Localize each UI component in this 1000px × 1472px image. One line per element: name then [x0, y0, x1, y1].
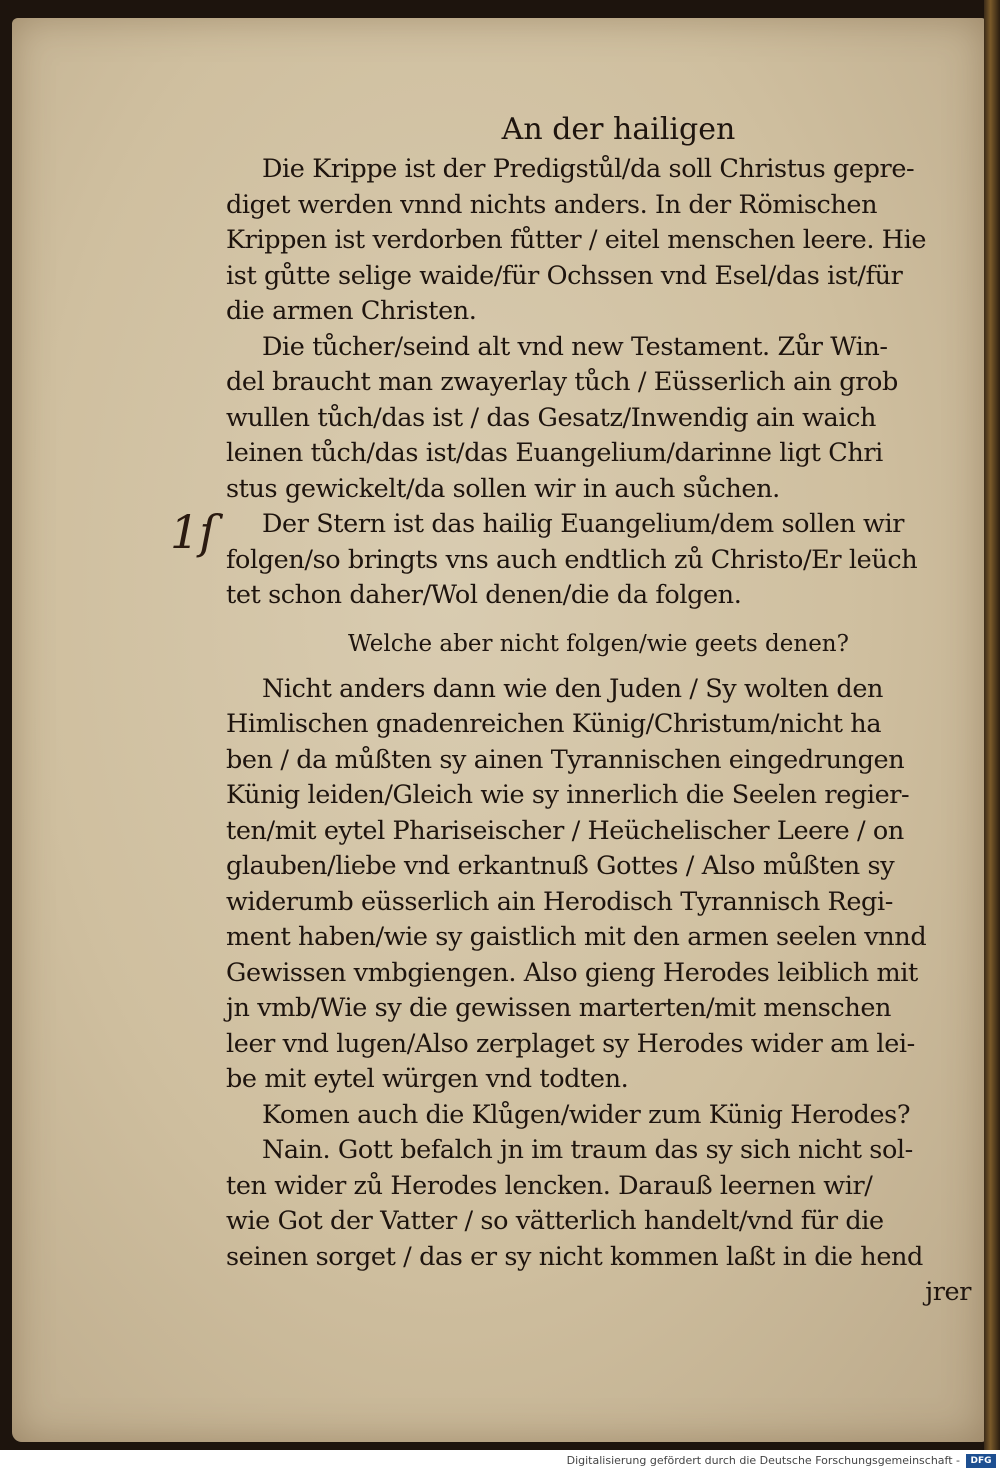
text-line: glauben/liebe vnd erkantnuß Gottes / Also můßten sy — [226, 851, 895, 881]
digitization-footer — [0, 1450, 1000, 1472]
text-line: Nicht anders dann wie den Juden / Sy wolten den — [262, 673, 884, 704]
text-line: diget werden vnnd nichts anders. In der Römischen — [226, 189, 878, 220]
text-line: wullen tůch/das ist / das Gesatz/Inwendig ain waich — [226, 402, 877, 433]
text-line: ist gůtte selige waide/für Ochssen vnd Esel/das ist/für — [226, 260, 903, 291]
book-spine — [984, 0, 1000, 1450]
page-text — [226, 108, 971, 1311]
text-line: Künig leiden/Gleich wie sy innerlich die Seelen regier- — [226, 780, 910, 810]
text-line: ten/mit eytel Phariseischer / Heüchelischer Leere / on — [226, 815, 904, 846]
text-line: ment haben/wie sy gaistlich mit den armen seelen vnnd — [226, 922, 927, 952]
footer-credit: Digitalisierung gefördert durch die Deutsche Forschungsgemeinschaft - — [566, 1454, 960, 1467]
paragraph-stern — [226, 507, 971, 614]
text-line: ben / da můßten sy ainen Tyrannischen eingedrungen — [226, 744, 905, 775]
text-line: be mit eytel würgen vnd todten. — [226, 1064, 629, 1094]
text-line: stus gewickelt/da sollen wir in auch sůchen. — [226, 473, 780, 504]
text-line: Die Krippe ist der Predigstůl/da soll Christus gepre- — [262, 154, 915, 184]
text-line: seinen sorget / das er sy nicht kommen laßt in die hend — [226, 1241, 923, 1272]
paragraph-krippe — [226, 152, 971, 330]
text-line: tet schon daher/Wol denen/die da folgen. — [226, 580, 742, 610]
text-line: Nain. Gott befalch jn im traum das sy sich nicht sol- — [262, 1135, 913, 1165]
text-line: Krippen ist verdorben fůtter / eitel menschen leere. Hie — [226, 225, 927, 255]
question-heading-2: Komen auch die Klůgen/wider zum Künig Herodes? — [262, 1099, 911, 1130]
text-line: jn vmb/Wie sy die gewissen marterten/mit menschen — [226, 993, 892, 1023]
dfg-logo-icon: DFG — [966, 1454, 996, 1468]
text-line: del braucht man zwayerlay tůch / Eüsserlich ain grob — [226, 367, 898, 397]
text-line: ten wider zů Herodes lencken. Darauß leernen wir/ — [226, 1170, 873, 1201]
text-line: folgen/so bringts vns auch endtlich zů Christo/Er leüch — [226, 544, 918, 575]
paragraph-tuecher — [226, 330, 971, 508]
text-line: Gewissen vmbgiengen. Also gieng Herodes leiblich mit — [226, 957, 918, 988]
question-heading: Welche aber nicht folgen/wie geets denen? — [348, 630, 849, 657]
text-line: Der Stern ist das hailig Euangelium/dem sollen wir — [262, 509, 905, 539]
paragraph-juden — [226, 672, 971, 1098]
text-line: Himlischen gnadenreichen Künig/Christum/nicht ha — [226, 709, 882, 739]
text-line: leinen tůch/das ist/das Euangelium/darinne ligt Chri — [226, 438, 883, 468]
text-line: die armen Christen. — [226, 296, 477, 326]
paragraph-nain — [226, 1133, 971, 1275]
margin-annotation: 1ſ — [170, 505, 217, 559]
text-line: leer vnd lugen/Also zerplaget sy Herodes wider am lei- — [226, 1028, 915, 1059]
catchword: jrer — [925, 1277, 971, 1307]
text-line: wie Got der Vatter / so vätterlich handelt/vnd für die — [226, 1206, 884, 1236]
text-line: widerumb eüsserlich ain Herodisch Tyrannisch Regi- — [226, 886, 893, 917]
text-line: Die tůcher/seind alt vnd new Testament. Zůr Win- — [262, 331, 888, 362]
running-heading: An der hailigen — [501, 112, 736, 147]
